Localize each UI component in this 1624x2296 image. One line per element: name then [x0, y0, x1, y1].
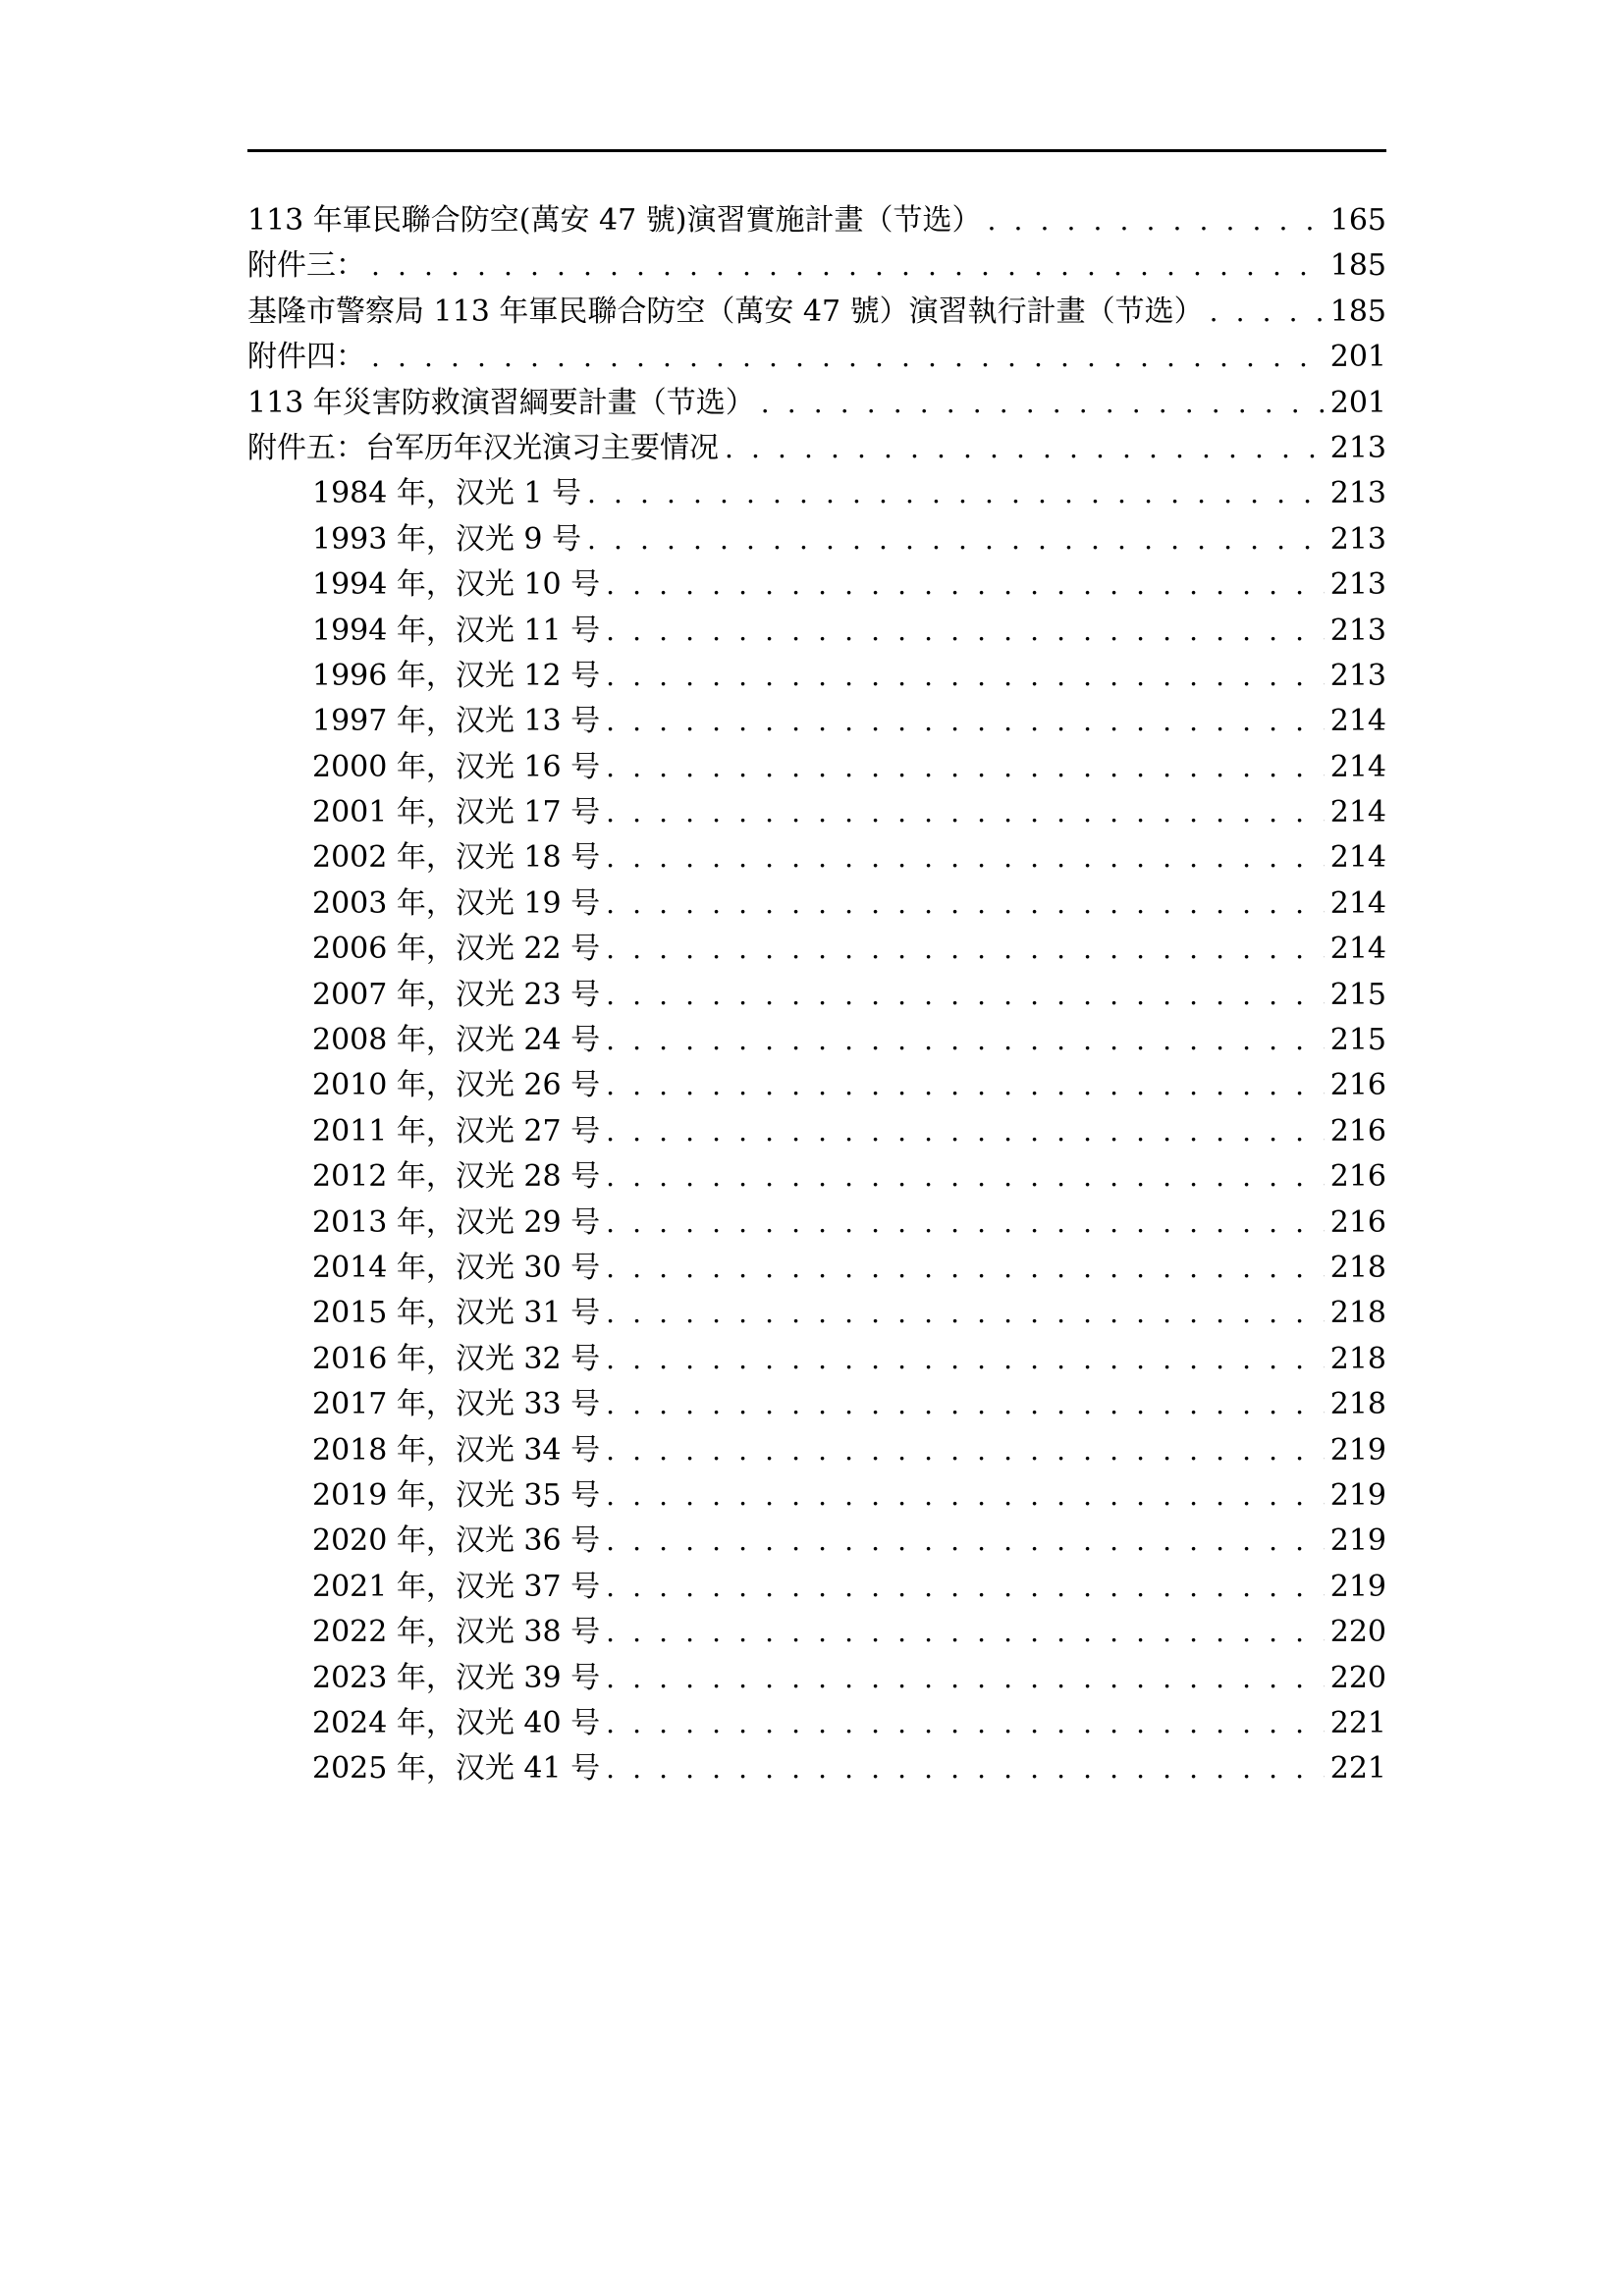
dot-leader — [606, 1109, 1325, 1154]
toc-entry-page-number: 221 — [1329, 1705, 1386, 1740]
dot-leader — [606, 1201, 1325, 1246]
dot-leader — [606, 1246, 1325, 1291]
dot-leader — [606, 745, 1325, 790]
toc-entry[interactable] — [247, 335, 1386, 380]
toc-entry[interactable] — [247, 1473, 1386, 1519]
toc-entry-title: 2024 年，汉光 40 号 — [312, 1705, 601, 1740]
dot-leader — [606, 562, 1325, 608]
toc-entry[interactable] — [247, 927, 1386, 972]
toc-entry[interactable] — [247, 835, 1386, 881]
toc-entry[interactable] — [247, 790, 1386, 835]
toc-entry-page-number: 213 — [1329, 521, 1386, 557]
dot-leader — [606, 835, 1325, 881]
dot-leader — [587, 471, 1325, 516]
dot-leader — [761, 381, 1325, 426]
dot-leader — [606, 1656, 1325, 1701]
dot-leader — [606, 654, 1325, 699]
toc-entry-title: 2006 年，汉光 22 号 — [312, 932, 601, 967]
toc-entry-title: 2018 年，汉光 34 号 — [312, 1432, 601, 1468]
dot-leader — [606, 699, 1325, 744]
header-rule — [247, 149, 1386, 152]
toc-entry-page-number: 220 — [1329, 1660, 1386, 1695]
dot-leader — [725, 426, 1325, 471]
toc-entry-title: 附件五：台军历年汉光演习主要情况 — [247, 430, 719, 465]
toc-entry[interactable] — [247, 1701, 1386, 1746]
dot-leader — [606, 1565, 1325, 1610]
toc-entry[interactable] — [247, 290, 1386, 335]
dot-leader — [606, 1154, 1325, 1200]
toc-entry[interactable] — [247, 609, 1386, 654]
table-of-contents — [247, 198, 1386, 1792]
toc-entry-page-number: 185 — [1329, 294, 1386, 329]
toc-entry[interactable] — [247, 243, 1386, 289]
toc-entry-title: 1994 年，汉光 10 号 — [312, 567, 601, 603]
toc-entry-page-number: 216 — [1329, 1068, 1386, 1103]
dot-leader — [606, 927, 1325, 972]
dot-leader — [606, 881, 1325, 927]
dot-leader — [606, 1473, 1325, 1519]
toc-entry[interactable] — [247, 381, 1386, 426]
toc-entry-page-number: 214 — [1329, 932, 1386, 967]
toc-entry-title: 2003 年，汉光 19 号 — [312, 885, 601, 921]
toc-entry[interactable] — [247, 973, 1386, 1018]
toc-entry-title: 1993 年，汉光 9 号 — [312, 521, 582, 557]
toc-entry-title: 2012 年，汉光 28 号 — [312, 1159, 601, 1195]
toc-entry-page-number: 218 — [1329, 1341, 1386, 1376]
toc-entry[interactable] — [247, 1519, 1386, 1564]
toc-entry[interactable] — [247, 1337, 1386, 1382]
toc-entry-page-number: 219 — [1329, 1477, 1386, 1513]
toc-entry-title: 2020 年，汉光 36 号 — [312, 1523, 601, 1559]
toc-entry-page-number: 220 — [1329, 1615, 1386, 1650]
dot-leader — [606, 1701, 1325, 1746]
toc-entry-title: 2001 年，汉光 17 号 — [312, 795, 601, 830]
toc-entry[interactable] — [247, 1428, 1386, 1473]
toc-entry-page-number: 218 — [1329, 1250, 1386, 1285]
toc-entry[interactable] — [247, 517, 1386, 562]
toc-entry-title: 2000 年，汉光 16 号 — [312, 749, 601, 784]
toc-entry[interactable] — [247, 1154, 1386, 1200]
toc-entry-page-number: 218 — [1329, 1296, 1386, 1331]
dot-leader — [371, 335, 1325, 380]
dot-leader — [606, 1746, 1325, 1791]
toc-entry-title: 2013 年，汉光 29 号 — [312, 1204, 601, 1240]
toc-entry-page-number: 219 — [1329, 1523, 1386, 1559]
toc-entry[interactable] — [247, 1565, 1386, 1610]
toc-entry-title: 2015 年，汉光 31 号 — [312, 1296, 601, 1331]
toc-entry-page-number: 216 — [1329, 1204, 1386, 1240]
toc-entry-title: 2016 年，汉光 32 号 — [312, 1341, 601, 1376]
toc-entry-title: 2025 年，汉光 41 号 — [312, 1751, 601, 1787]
toc-entry[interactable] — [247, 198, 1386, 243]
toc-entry[interactable] — [247, 1291, 1386, 1336]
toc-entry-page-number: 213 — [1329, 567, 1386, 603]
toc-entry-page-number: 201 — [1329, 385, 1386, 420]
dot-leader — [606, 1063, 1325, 1108]
toc-entry[interactable] — [247, 1063, 1386, 1108]
toc-entry-title: 2022 年，汉光 38 号 — [312, 1615, 601, 1650]
toc-entry-page-number: 213 — [1329, 476, 1386, 511]
toc-entry-title: 2010 年，汉光 26 号 — [312, 1068, 601, 1103]
dot-leader — [987, 198, 1324, 243]
toc-entry[interactable] — [247, 699, 1386, 744]
dot-leader — [606, 1519, 1325, 1564]
toc-entry-title: 1984 年，汉光 1 号 — [312, 476, 582, 511]
toc-entry[interactable] — [247, 1246, 1386, 1291]
toc-entry-title: 2021 年，汉光 37 号 — [312, 1569, 601, 1604]
toc-entry[interactable] — [247, 562, 1386, 608]
toc-entry-title: 附件三： — [247, 248, 365, 284]
dot-leader — [606, 1382, 1325, 1427]
toc-entry[interactable] — [247, 745, 1386, 790]
toc-entry-title: 2002 年，汉光 18 号 — [312, 840, 601, 876]
toc-entry-page-number: 219 — [1329, 1432, 1386, 1468]
toc-entry[interactable] — [247, 1018, 1386, 1063]
toc-entry[interactable] — [247, 654, 1386, 699]
toc-entry-title: 1994 年，汉光 11 号 — [312, 613, 601, 648]
toc-entry-title: 2014 年，汉光 30 号 — [312, 1250, 601, 1285]
toc-entry[interactable] — [247, 1656, 1386, 1701]
toc-entry-title: 113 年軍民聯合防空(萬安 47 號)演習實施計畫（节选） — [247, 203, 982, 238]
toc-entry-page-number: 214 — [1329, 704, 1386, 739]
toc-entry-page-number: 216 — [1329, 1113, 1386, 1148]
toc-entry-page-number: 218 — [1329, 1387, 1386, 1422]
toc-entry-title: 1996 年，汉光 12 号 — [312, 658, 601, 693]
toc-entry-page-number: 215 — [1329, 977, 1386, 1012]
toc-entry-title: 1997 年，汉光 13 号 — [312, 704, 601, 739]
toc-entry-title: 附件四： — [247, 340, 365, 375]
toc-entry[interactable] — [247, 471, 1386, 516]
toc-entry[interactable] — [247, 881, 1386, 927]
toc-entry-page-number: 201 — [1329, 340, 1386, 375]
toc-entry-page-number: 213 — [1329, 658, 1386, 693]
toc-entry-title: 113 年災害防救演習綱要計畫（节选） — [247, 385, 755, 420]
toc-entry-title: 2008 年，汉光 24 号 — [312, 1023, 601, 1058]
toc-entry-page-number: 221 — [1329, 1751, 1386, 1787]
toc-entry[interactable] — [247, 1109, 1386, 1154]
toc-entry[interactable] — [247, 1201, 1386, 1246]
toc-entry-title: 2019 年，汉光 35 号 — [312, 1477, 601, 1513]
dot-leader — [1210, 290, 1325, 335]
toc-entry-page-number: 214 — [1329, 749, 1386, 784]
dot-leader — [606, 1610, 1325, 1655]
toc-entry-title: 2007 年，汉光 23 号 — [312, 977, 601, 1012]
toc-entry-page-number: 215 — [1329, 1023, 1386, 1058]
toc-entry-page-number: 219 — [1329, 1569, 1386, 1604]
toc-entry-page-number: 213 — [1329, 430, 1386, 465]
dot-leader — [606, 973, 1325, 1018]
toc-entry-page-number: 165 — [1329, 203, 1386, 238]
toc-entry-page-number: 214 — [1329, 840, 1386, 876]
toc-entry-page-number: 185 — [1329, 248, 1386, 284]
dot-leader — [606, 1018, 1325, 1063]
toc-entry-page-number: 214 — [1329, 885, 1386, 921]
dot-leader — [606, 1337, 1325, 1382]
toc-entry-page-number: 216 — [1329, 1159, 1386, 1195]
dot-leader — [606, 609, 1325, 654]
toc-entry[interactable] — [247, 1610, 1386, 1655]
toc-entry-title: 2017 年，汉光 33 号 — [312, 1387, 601, 1422]
toc-entry-page-number: 214 — [1329, 795, 1386, 830]
dot-leader — [371, 243, 1325, 289]
toc-entry-title: 2023 年，汉光 39 号 — [312, 1660, 601, 1695]
toc-entry-title: 2011 年，汉光 27 号 — [312, 1113, 601, 1148]
toc-entry-page-number: 213 — [1329, 613, 1386, 648]
dot-leader — [606, 1428, 1325, 1473]
toc-entry[interactable] — [247, 1746, 1386, 1791]
toc-entry[interactable] — [247, 1382, 1386, 1427]
dot-leader — [587, 517, 1325, 562]
dot-leader — [606, 790, 1325, 835]
dot-leader — [606, 1291, 1325, 1336]
toc-entry[interactable] — [247, 426, 1386, 471]
toc-entry-title: 基隆市警察局 113 年軍民聯合防空（萬安 47 號）演習執行計畫（节选） — [247, 294, 1204, 329]
